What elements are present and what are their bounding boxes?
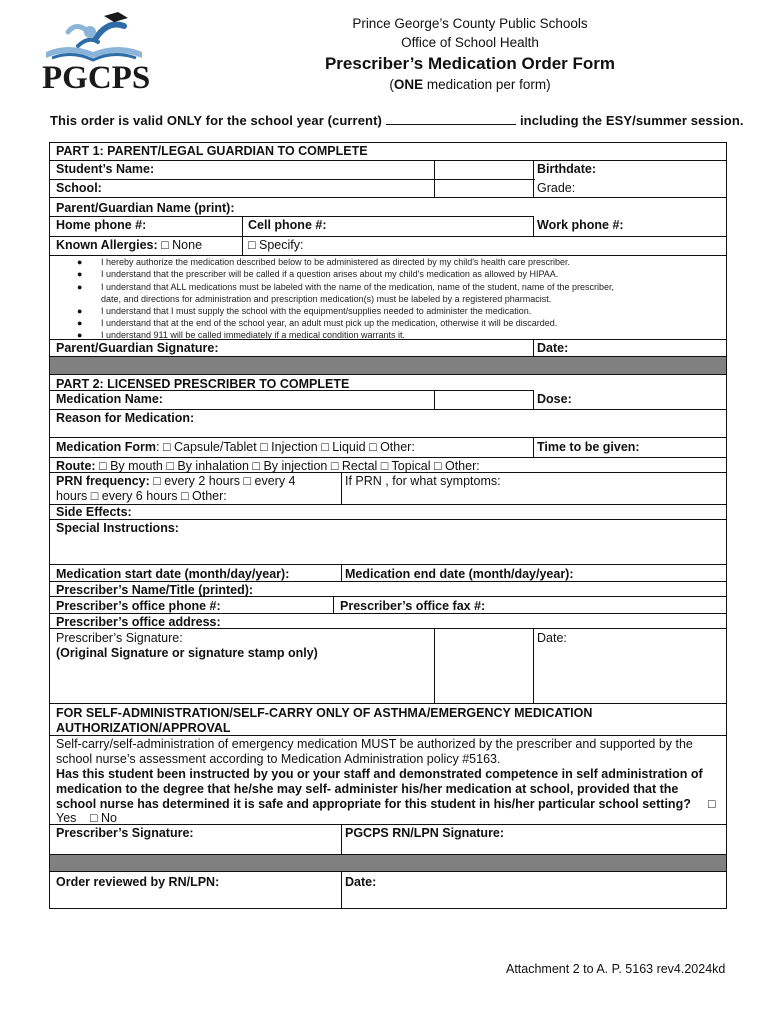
allergies-none-checkbox[interactable]: □ None [161,238,203,252]
prn-label: PRN frequency: [56,474,150,488]
bullet-2: I understand that the prescriber will be called if a question arises about my child's medication as allowed by HIPAA. [101,269,559,279]
footer-attachment: Attachment 2 to A. P. 5163 rev4.2024kd [506,962,726,976]
medication-form-options[interactable]: : □ Capsule/Tablet □ Injection □ Liquid □ Other: [156,440,415,454]
rn-signature-label: PGCPS RN/LPN Signature: [345,826,505,840]
bullet-4: I understand that I must supply the school with the equipment/supplies needed to administer the medication. [101,306,532,316]
student-name-label: Student’s Name: [56,162,155,176]
form-subtitle [200,77,740,92]
review-date-label: Date: [345,875,377,889]
office-name: Office of School Health [401,35,539,50]
bullet-6: I understand 911 will be called immediately if a medical condition warrants it. [101,330,405,340]
subtitle-rest: medication per form) [423,77,551,92]
start-date-label: Medication start date (month/day/year): [56,567,290,581]
prescriber-signature-label: Prescriber’s Signature: [56,631,183,645]
route-label: Route: [56,459,96,473]
validity-prefix: This order is valid ONLY for the school year (current) [50,113,382,128]
form-title: Prescriber’s Medication Order Form [324,54,616,73]
cell-phone-label: Cell phone #: [248,218,327,232]
section-divider [50,357,726,374]
medication-name-label: Medication Name: [56,392,163,406]
allergies-label: Known Allergies: [56,238,158,252]
logo-text: PGCPS [42,60,151,96]
subtitle-bold: ONE [393,77,424,92]
yes-label: Yes [56,811,77,825]
self-carry-text-2: school nurse’s assessment according to Medication Administration policy #5163. [56,752,501,766]
guardian-name-label: Parent/Guardian Name (print): [56,201,235,215]
route-options[interactable]: □ By mouth □ By inhalation □ By injection □ Rectal □ Topical □ Other: [95,459,480,473]
order-form: PART 1: PARENT/LEGAL GUARDIAN TO COMPLETE Student’s Name: Birthdate: School: Grade: Parent/Guardian Name (print): Home phone #: Cell phone #: Work phone #: Known Allergies: □ None □ Specify: ● I hereby authorize the medication described below to be administered as directed by my child's health care prescriber. ● I understand that the prescriber will be called if a question arises about my child's medication as allowed by HIPAA. ● I understand that ALL medications must be labeled with the name of the medication, name of the student, name of the prescriber, date, and directions for administration and prescription medication(s) must be labeled by a registered pharmacist. ● I understand that I must supply the school with the equipment/supplies needed to administer the medication. ● I understand that at the end of the school year, an adult must pick up the medication, otherwise it will be discarded. ● I understand 911 will be called immediately if a medical condition warrants it. Parent/Guardian Signature: Date: PART 2: LICENSED PRESCRIBER TO COMPLETE Medication Name: Dose: Reason for Medication: Medication Form: □ Capsule/Tablet □ Injection □ Liquid □ Other: Time to be given: Route: □ By mouth □ By inhalation □ By injection □ Rectal □ Topical □ Other: PRN frequency: □ every 2 hours □ every 4 hours □ every 6 hours □ Other: If PRN , for what symptoms: Side Effects: Special Instructions: Medication start date (month/day/year): Medication end date (month/day/year): Prescriber’s Name/Title (printed): Prescriber’s office phone #: Prescriber’s office fax #: Prescriber’s office address: Prescriber’s Signature: (Original Signature or signature stamp only) Date: FOR SELF-ADMINISTRATION/SELF-CARRY ONLY OF ASTHMA/EMERGENCY MEDICATION AUTHORIZATION/APPROVAL Self-carry/self-administration of emergency medication MUST be authorized by the prescriber and supported by the school nurse’s assessment according to Medication Administration policy #5163. Has this student been instructed by you or your staff and demonstrated competence in self administration of medication to the degree that he/she may self- administer his/her medication at school, provided that the school nurse has determined it is safe and appropriate for this student in his/her particular school setting? □ Yes □ No Prescriber’s Signature: PGCPS RN/LPN Signature: Order reviewed by RN/LPN: Date: [49,142,727,909]
prescriber-name-label: Prescriber’s Name/Title (printed): [56,583,254,597]
section-divider-2 [50,855,726,871]
reviewed-by-label: Order reviewed by RN/LPN: [56,875,220,889]
bullet-3: I understand that ALL medications must be labeled with the name of the medication, name of the student, name of the prescriber, [101,282,614,292]
self-carry-prescriber-signature: Prescriber’s Signature: [56,826,194,840]
self-carry-title-2: AUTHORIZATION/APPROVAL [56,721,231,735]
prn-options-2[interactable]: hours □ every 6 hours □ Other: [56,489,227,503]
office-address-label: Prescriber’s office address: [56,615,221,629]
self-carry-question-2: medication to the degree that he/she may self- administer his/her medication at school, provided that the [56,782,679,796]
no-checkbox[interactable]: □ No [90,811,118,825]
prescriber-date-label: Date: [537,631,567,645]
home-phone-label: Home phone #: [56,218,147,232]
medication-form-row [56,440,415,454]
time-given-label: Time to be given: [537,440,640,454]
guardian-date-label: Date: [537,341,569,355]
school-label: School: [56,181,102,195]
self-carry-question-1: Has this student been instructed by you or your staff and demonstrated competence in self administration of [56,767,703,781]
school-year-blank[interactable] [386,112,516,125]
pgcps-logo [38,12,150,104]
bullet-1: I hereby authorize the medication described below to be administered as directed by my child's health care prescriber. [101,257,570,267]
part2-title: PART 2: LICENSED PRESCRIBER TO COMPLETE [56,377,350,391]
route-row [56,459,480,473]
school-system-name: Prince George’s County Public Schools [352,16,588,31]
office-fax-label: Prescriber’s office fax #: [340,599,486,613]
validity-suffix: including the ESY/summer session. [519,113,744,128]
work-phone-label: Work phone #: [537,218,624,232]
part1-title: PART 1: PARENT/LEGAL GUARDIAN TO COMPLETE [56,144,368,158]
bullet-3-cont: date, and directions for administration and prescription medication(s) must be labeled by a registered pharmacist. [101,294,552,304]
self-carry-question-3: school nurse has determined it is safe and appropriate for this student in his/her particular school setting? [56,797,691,811]
medication-form-label: Medication Form [56,440,157,454]
allergies-row [56,238,202,252]
signature-note: (Original Signature or signature stamp only) [56,646,318,660]
validity-statement [50,112,744,128]
bullet-5: I understand that at the end of the school year, an adult must pick up the medication, otherwise it will be discarded. [101,318,558,328]
prn-symptoms-label: If PRN , for what symptoms: [345,474,501,488]
office-phone-label: Prescriber’s office phone #: [56,599,221,613]
special-instructions-label: Special Instructions: [56,521,179,535]
end-date-label: Medication end date (month/day/year): [345,567,574,581]
side-effects-label: Side Effects: [56,505,132,519]
prn-options-1[interactable]: □ every 2 hours □ every 4 [149,474,296,488]
subtitle-open: ( [389,77,394,92]
reason-label: Reason for Medication: [56,411,195,425]
yes-checkbox[interactable]: □ [708,797,716,811]
grade-label: Grade: [537,181,576,195]
allergies-specify-checkbox[interactable]: □ Specify: [248,238,304,252]
guardian-signature-label: Parent/Guardian Signature: [56,341,219,355]
self-carry-title-1: FOR SELF-ADMINISTRATION/SELF-CARRY ONLY OF ASTHMA/EMERGENCY MEDICATION [56,706,593,720]
birthdate-label: Birthdate: [537,162,597,176]
prn-row [56,474,296,488]
self-carry-text-1: Self-carry/self-administration of emergency medication MUST be authorized by the prescriber and supported by the [56,737,693,751]
dose-label: Dose: [537,392,572,406]
